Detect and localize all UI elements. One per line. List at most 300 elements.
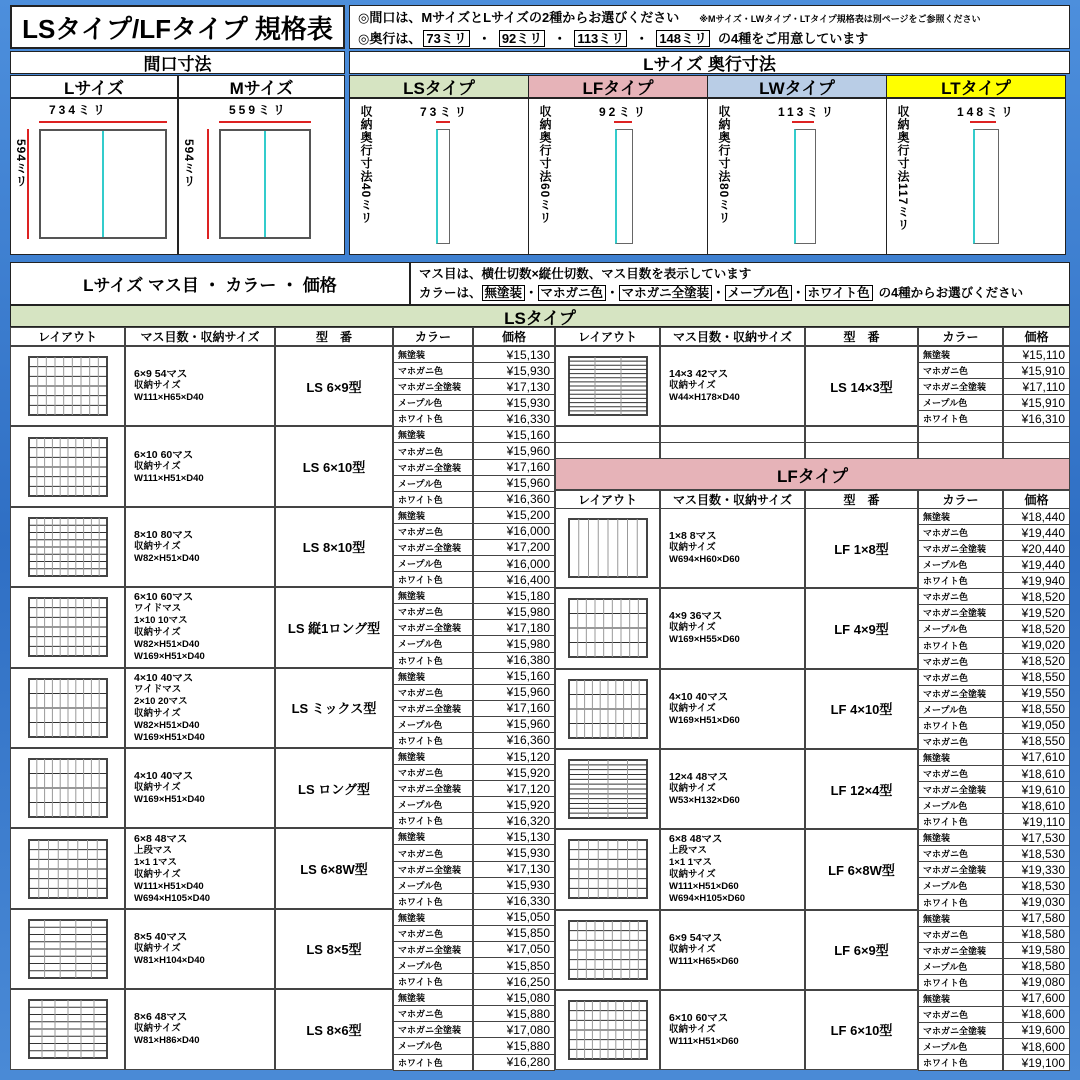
column-header: 型 番 — [275, 327, 393, 346]
color-name: ホワイト色 — [918, 974, 1003, 991]
width-value: 559ミリ — [229, 103, 289, 117]
model-number: LF 6×9型 — [805, 910, 918, 990]
spec-line: 12×4 48マス — [669, 771, 729, 784]
empty-cell — [918, 426, 1003, 443]
price: ¥18,530 — [1003, 845, 1070, 862]
spec-line: W82×H51×D40 — [134, 552, 200, 564]
color-name: ホワイト色 — [393, 491, 473, 508]
price: ¥19,110 — [1003, 813, 1070, 830]
spec-line: 上段マス — [669, 845, 708, 857]
price: ¥15,930 — [473, 362, 555, 379]
note-colors — [419, 284, 1061, 303]
price: ¥17,600 — [1003, 990, 1070, 1007]
spec-line: 6×10 60マス — [134, 448, 194, 461]
size-diagram — [178, 98, 345, 255]
color-name: メープル色 — [393, 475, 473, 492]
empty-cell — [805, 442, 918, 459]
note-colors-prefix: カラーは、 — [419, 286, 482, 300]
spec-line: W44×H178×D40 — [669, 392, 740, 404]
spec-line: 6×10 60マス — [669, 1011, 729, 1024]
price: ¥18,610 — [1003, 797, 1070, 814]
price: ¥18,520 — [1003, 653, 1070, 670]
price: ¥16,250 — [473, 973, 555, 990]
depth-value: 113ミリ — [778, 105, 837, 119]
depth-type-label: LSタイプ — [349, 75, 529, 98]
frame-drawing — [39, 129, 167, 239]
color-name: マホガニ全塗装 — [918, 604, 1003, 621]
spec-cell — [125, 989, 275, 1069]
spec-cell — [125, 507, 275, 587]
layout-grid-icon — [28, 356, 108, 416]
color-name: ホワイト色 — [918, 637, 1003, 654]
color-name: マホガニ色 — [918, 653, 1003, 670]
note-width: ◎間口は、MサイズとLサイズの2種からお選びください — [358, 10, 680, 25]
color-name: マホガニ色 — [918, 765, 1003, 782]
lf-type-band: LFタイプ — [555, 458, 1070, 490]
price: ¥15,960 — [473, 716, 555, 733]
spec-line: 収納サイズ — [134, 782, 181, 794]
color-name: メープル色 — [393, 635, 473, 652]
color-name: 無塗装 — [393, 828, 473, 845]
column-header: カラー — [393, 327, 473, 346]
color-name: マホガニ色 — [393, 1005, 473, 1022]
price: ¥16,360 — [473, 732, 555, 749]
spec-line: 1×8 8マス — [669, 530, 717, 543]
model-number: LF 1×8型 — [805, 508, 918, 588]
color-name: マホガニ全塗装 — [393, 459, 473, 476]
model-number: LS 6×10型 — [275, 426, 393, 506]
empty-cell — [1003, 442, 1070, 459]
color-name: 無塗装 — [393, 989, 473, 1006]
width-arrow — [39, 121, 167, 123]
spec-cell — [660, 669, 805, 749]
color-name: 無塗装 — [918, 749, 1003, 766]
layout-image — [10, 748, 125, 828]
color-name: マホガニ色 — [918, 362, 1003, 379]
price: ¥15,920 — [473, 796, 555, 813]
price: ¥18,550 — [1003, 701, 1070, 718]
spec-line: 収納サイズ — [669, 783, 716, 795]
color-option: マホガニ全塗装 — [619, 285, 713, 301]
note-depth-suffix: の4種をご用意しています — [718, 31, 869, 46]
color-name: メープル色 — [393, 957, 473, 974]
spec-cell — [660, 588, 805, 668]
spec-line: W53×H132×D60 — [669, 795, 740, 807]
model-number: LF 6×8W型 — [805, 829, 918, 909]
price: ¥19,610 — [1003, 781, 1070, 798]
layout-image — [10, 909, 125, 989]
model-number: LS 6×9型 — [275, 346, 393, 426]
spec-cell — [125, 909, 275, 989]
spec-line: W169×H51×D40 — [134, 651, 205, 663]
column-header: マス目数・収納サイズ — [125, 327, 275, 346]
price: ¥17,610 — [1003, 749, 1070, 766]
price: ¥19,580 — [1003, 942, 1070, 959]
model-number: LS 8×6型 — [275, 989, 393, 1069]
color-name: メープル色 — [393, 555, 473, 572]
model-number: LF 4×9型 — [805, 588, 918, 668]
column-header: マス目数・収納サイズ — [660, 490, 805, 509]
spec-cell — [125, 426, 275, 506]
price: ¥19,050 — [1003, 717, 1070, 734]
spec-line: 収納サイズ — [669, 869, 716, 881]
price: ¥15,910 — [1003, 362, 1070, 379]
color-name: マホガニ色 — [918, 845, 1003, 862]
layout-image — [10, 426, 125, 506]
color-name: ホワイト色 — [393, 652, 473, 669]
separator: ・ — [553, 31, 567, 46]
color-name: マホガニ全塗装 — [393, 700, 473, 717]
price: ¥15,130 — [473, 346, 555, 363]
spec-line: 上段マス — [134, 844, 173, 856]
page-title: LSタイプ/LFタイプ 規格表 — [10, 5, 345, 49]
color-name: ホワイト色 — [918, 410, 1003, 427]
spec-line: 4×10 40マス — [134, 770, 194, 783]
layout-grid-icon — [568, 356, 648, 416]
ls-type-band: LSタイプ — [10, 305, 1070, 327]
price: ¥17,180 — [473, 619, 555, 636]
color-name: マホガニ全塗装 — [918, 781, 1003, 798]
model-number: LS ミックス型 — [275, 668, 393, 748]
color-name: マホガニ全塗装 — [393, 941, 473, 958]
spec-cell — [660, 346, 805, 426]
price: ¥15,920 — [473, 764, 555, 781]
model-number: LS 6×8W型 — [275, 828, 393, 908]
layout-grid-icon — [568, 1000, 648, 1060]
depth-value: 92ミリ — [599, 105, 649, 119]
spec-line: W82×H51×D40 — [134, 719, 200, 731]
spec-cell — [660, 508, 805, 588]
spec-line: W81×H86×D40 — [134, 1035, 200, 1047]
layout-image — [555, 346, 660, 426]
color-name: メープル色 — [393, 877, 473, 894]
color-name: 無塗装 — [393, 748, 473, 765]
spec-line: 収納サイズ — [669, 943, 716, 955]
price: ¥16,320 — [473, 812, 555, 829]
color-name: マホガニ色 — [393, 764, 473, 781]
color-name: 無塗装 — [918, 910, 1003, 927]
color-name: メープル色 — [393, 716, 473, 733]
price: ¥17,200 — [473, 539, 555, 556]
color-name: メープル色 — [918, 958, 1003, 975]
layout-grid-icon — [28, 999, 108, 1059]
price: ¥16,280 — [473, 1054, 555, 1071]
color-name: メープル色 — [918, 1038, 1003, 1055]
note-other-pages: ※Mサイズ・LWタイプ・LTタイプ規格表は別ページをご参照ください — [699, 14, 981, 24]
spec-line: 収納サイズ — [134, 707, 181, 719]
depth-diagram — [528, 98, 708, 255]
layout-grid-icon — [568, 839, 648, 899]
layout-grid-icon — [568, 759, 648, 819]
color-name: マホガニ色 — [393, 523, 473, 540]
color-name: マホガニ全塗装 — [918, 942, 1003, 959]
spec-cell — [125, 346, 275, 426]
model-number: LS 14×3型 — [805, 346, 918, 426]
note-grid: マス目は、横仕切数×縦仕切数、マス目数を表示しています — [419, 267, 752, 281]
color-name: マホガニ色 — [393, 362, 473, 379]
price: ¥15,880 — [473, 1005, 555, 1022]
price: ¥18,520 — [1003, 620, 1070, 637]
price: ¥18,580 — [1003, 958, 1070, 975]
layout-image — [555, 669, 660, 749]
spec-line: ワイドマス — [134, 683, 182, 695]
color-name: メープル色 — [918, 620, 1003, 637]
depth-option: 73ミリ — [423, 30, 469, 47]
size-diagram — [10, 98, 178, 255]
price: ¥17,160 — [473, 700, 555, 717]
column-header: レイアウト — [555, 490, 660, 509]
spec-line: W111×H65×D40 — [134, 392, 204, 404]
price: ¥15,960 — [473, 475, 555, 492]
column-header: 価格 — [1003, 490, 1070, 509]
spec-cell — [660, 829, 805, 909]
price: ¥19,440 — [1003, 556, 1070, 573]
column-header: 価格 — [1003, 327, 1070, 346]
spec-line: W111×H51×D60 — [669, 1035, 739, 1047]
price: ¥16,330 — [473, 410, 555, 427]
spec-line: 4×9 36マス — [669, 610, 723, 623]
separator: ・ — [606, 286, 619, 300]
inner-depth: 収納奥行寸法117ミリ — [896, 105, 910, 232]
price: ¥19,100 — [1003, 1054, 1070, 1071]
color-name: マホガニ全塗装 — [393, 378, 473, 395]
spec-line: 収納サイズ — [134, 627, 181, 639]
depth-type-label: LWタイプ — [707, 75, 887, 98]
spec-cell — [660, 910, 805, 990]
color-name: 無塗装 — [918, 829, 1003, 846]
spec-line: W694×H60×D60 — [669, 554, 740, 566]
height-value: 594ミリ — [182, 139, 196, 189]
column-header: レイアウト — [555, 327, 660, 346]
inner-depth: 収納奥行寸法80ミリ — [717, 105, 731, 225]
depth-section-title: Lサイズ 奥行寸法 — [349, 51, 1070, 74]
color-name: ホワイト色 — [918, 1054, 1003, 1071]
color-name: ホワイト色 — [918, 813, 1003, 830]
price: ¥16,400 — [473, 571, 555, 588]
depth-drawing — [436, 129, 450, 244]
depth-diagram — [349, 98, 529, 255]
layout-grid-icon — [28, 517, 108, 577]
depth-arrow — [970, 121, 996, 123]
price: ¥19,550 — [1003, 685, 1070, 702]
spec-line: 収納サイズ — [134, 942, 181, 954]
color-name: メープル色 — [918, 877, 1003, 894]
spec-line: W169×H51×D40 — [134, 794, 205, 806]
height-arrow — [207, 129, 209, 239]
price: ¥16,360 — [473, 491, 555, 508]
color-name: マホガニ全塗装 — [393, 780, 473, 797]
color-name: 無塗装 — [393, 909, 473, 926]
price: ¥18,580 — [1003, 926, 1070, 943]
model-number: LS 8×5型 — [275, 909, 393, 989]
column-header: レイアウト — [10, 327, 125, 346]
model-number: LS ロング型 — [275, 748, 393, 828]
color-name: マホガニ全塗装 — [393, 539, 473, 556]
layout-grid-icon — [568, 920, 648, 980]
spec-line: 収納サイズ — [134, 1023, 181, 1035]
spec-line: 6×9 54マス — [669, 931, 723, 944]
price: ¥15,110 — [1003, 346, 1070, 363]
color-name: マホガニ全塗装 — [393, 861, 473, 878]
model-number: LS 縦1ロング型 — [275, 587, 393, 667]
color-name: マホガニ全塗装 — [393, 619, 473, 636]
depth-drawing — [973, 129, 999, 244]
price: ¥16,000 — [473, 555, 555, 572]
spec-line: 8×5 40マス — [134, 930, 188, 943]
color-name: マホガニ全塗装 — [918, 1022, 1003, 1039]
spec-line: 8×10 80マス — [134, 528, 194, 541]
layout-grid-icon — [28, 758, 108, 818]
price: ¥18,440 — [1003, 508, 1070, 525]
empty-cell — [660, 426, 805, 443]
spec-line: W111×H51×D60 — [669, 881, 739, 893]
color-option: マホガニ色 — [538, 285, 607, 301]
price: ¥18,550 — [1003, 733, 1070, 750]
color-name: マホガニ色 — [918, 524, 1003, 541]
price: ¥15,930 — [473, 877, 555, 894]
color-name: 無塗装 — [393, 346, 473, 363]
color-name: メープル色 — [393, 796, 473, 813]
spec-line: 1×1 1マス — [669, 857, 713, 869]
color-name: ホワイト色 — [393, 571, 473, 588]
color-name: マホガニ全塗装 — [918, 540, 1003, 557]
column-header: カラー — [918, 490, 1003, 509]
layout-grid-icon — [568, 679, 648, 739]
price: ¥17,160 — [473, 459, 555, 476]
price: ¥19,440 — [1003, 524, 1070, 541]
price: ¥15,910 — [1003, 394, 1070, 411]
spec-line: W169×H51×D40 — [134, 731, 205, 743]
price: ¥15,850 — [473, 925, 555, 942]
size-label: Lサイズ — [10, 75, 178, 98]
price-section-title: Lサイズ マス目 ・ カラー ・ 価格 — [10, 262, 410, 305]
color-name: ホワイト色 — [393, 973, 473, 990]
separator: ・ — [525, 286, 538, 300]
spec-line: W169×H55×D60 — [669, 634, 740, 646]
price: ¥18,520 — [1003, 588, 1070, 605]
color-name: ホワイト色 — [918, 717, 1003, 734]
color-name: ホワイト色 — [918, 572, 1003, 589]
price: ¥17,110 — [1003, 378, 1070, 395]
price: ¥17,130 — [473, 861, 555, 878]
color-name: ホワイト色 — [393, 1054, 473, 1071]
note-depth-prefix: ◎奥行は、 — [358, 31, 422, 46]
spec-line: 収納サイズ — [669, 622, 716, 634]
color-name: メープル色 — [918, 556, 1003, 573]
price: ¥19,080 — [1003, 974, 1070, 991]
layout-grid-icon — [568, 598, 648, 658]
color-name: マホガニ色 — [393, 684, 473, 701]
price: ¥15,930 — [473, 394, 555, 411]
layout-image — [555, 749, 660, 829]
spec-line: W694×H105×D40 — [134, 892, 211, 904]
color-name: マホガニ色 — [918, 926, 1003, 943]
color-name: メープル色 — [918, 394, 1003, 411]
color-name: ホワイト色 — [918, 894, 1003, 911]
price: ¥18,530 — [1003, 877, 1070, 894]
spec-line: 14×3 42マス — [669, 368, 729, 381]
empty-cell — [555, 442, 660, 459]
color-option: 無塗装 — [482, 285, 526, 301]
spec-line: 4×10 40マス — [669, 690, 729, 703]
spec-cell — [125, 828, 275, 908]
price: ¥19,030 — [1003, 894, 1070, 911]
layout-grid-icon — [28, 597, 108, 657]
price: ¥17,120 — [473, 780, 555, 797]
spec-line: 収納サイズ — [134, 380, 181, 392]
layout-image — [555, 829, 660, 909]
model-number: LS 8×10型 — [275, 507, 393, 587]
model-number: LF 4×10型 — [805, 669, 918, 749]
layout-image — [10, 989, 125, 1069]
depth-type-label: LTタイプ — [886, 75, 1066, 98]
color-name: マホガニ色 — [393, 925, 473, 942]
spec-line: 6×10 60マス — [134, 591, 194, 604]
spec-line: W81×H104×D40 — [134, 954, 205, 966]
layout-image — [555, 990, 660, 1070]
price: ¥18,550 — [1003, 669, 1070, 686]
spec-line: 収納サイズ — [134, 540, 181, 552]
depth-option: 92ミリ — [499, 30, 545, 47]
color-name: マホガニ色 — [393, 603, 473, 620]
width-value: 734ミリ — [49, 103, 109, 117]
header-notes — [349, 5, 1070, 49]
price: ¥16,310 — [1003, 410, 1070, 427]
price: ¥15,180 — [473, 587, 555, 604]
layout-image — [10, 346, 125, 426]
column-header: 型 番 — [805, 327, 918, 346]
inner-depth: 収納奥行寸法60ミリ — [538, 105, 552, 225]
color-name: メープル色 — [918, 701, 1003, 718]
separator: ・ — [635, 31, 649, 46]
empty-cell — [805, 426, 918, 443]
spec-line: 4×10 40マス — [134, 671, 194, 684]
spec-cell — [660, 990, 805, 1070]
color-name: 無塗装 — [393, 426, 473, 443]
price: ¥20,440 — [1003, 540, 1070, 557]
price: ¥18,600 — [1003, 1006, 1070, 1023]
color-name: マホガニ色 — [918, 669, 1003, 686]
price: ¥15,200 — [473, 507, 555, 524]
spec-line: 収納サイズ — [134, 868, 181, 880]
layout-image — [10, 507, 125, 587]
spec-line: 収納サイズ — [669, 380, 716, 392]
color-name: 無塗装 — [918, 990, 1003, 1007]
color-name: メープル色 — [393, 394, 473, 411]
spec-line: W111×H51×D40 — [134, 472, 204, 484]
spec-line: 収納サイズ — [134, 460, 181, 472]
depth-diagram — [707, 98, 887, 255]
spec-line: W694×H105×D60 — [669, 893, 746, 905]
spec-line: 収納サイズ — [669, 702, 716, 714]
price: ¥16,000 — [473, 523, 555, 540]
model-number: LF 12×4型 — [805, 749, 918, 829]
height-value: 594ミリ — [14, 139, 28, 189]
color-name: マホガニ色 — [918, 733, 1003, 750]
color-name: マホガニ全塗装 — [918, 861, 1003, 878]
layout-grid-icon — [568, 518, 648, 578]
price: ¥15,980 — [473, 635, 555, 652]
layout-image — [555, 588, 660, 668]
spec-line: W111×H51×D40 — [134, 880, 204, 892]
color-name: 無塗装 — [918, 346, 1003, 363]
color-name: メープル色 — [393, 1037, 473, 1054]
layout-image — [10, 587, 125, 667]
spec-line: W169×H51×D60 — [669, 714, 740, 726]
color-name: マホガニ全塗装 — [393, 1021, 473, 1038]
layout-grid-icon — [28, 437, 108, 497]
spec-cell — [125, 668, 275, 748]
